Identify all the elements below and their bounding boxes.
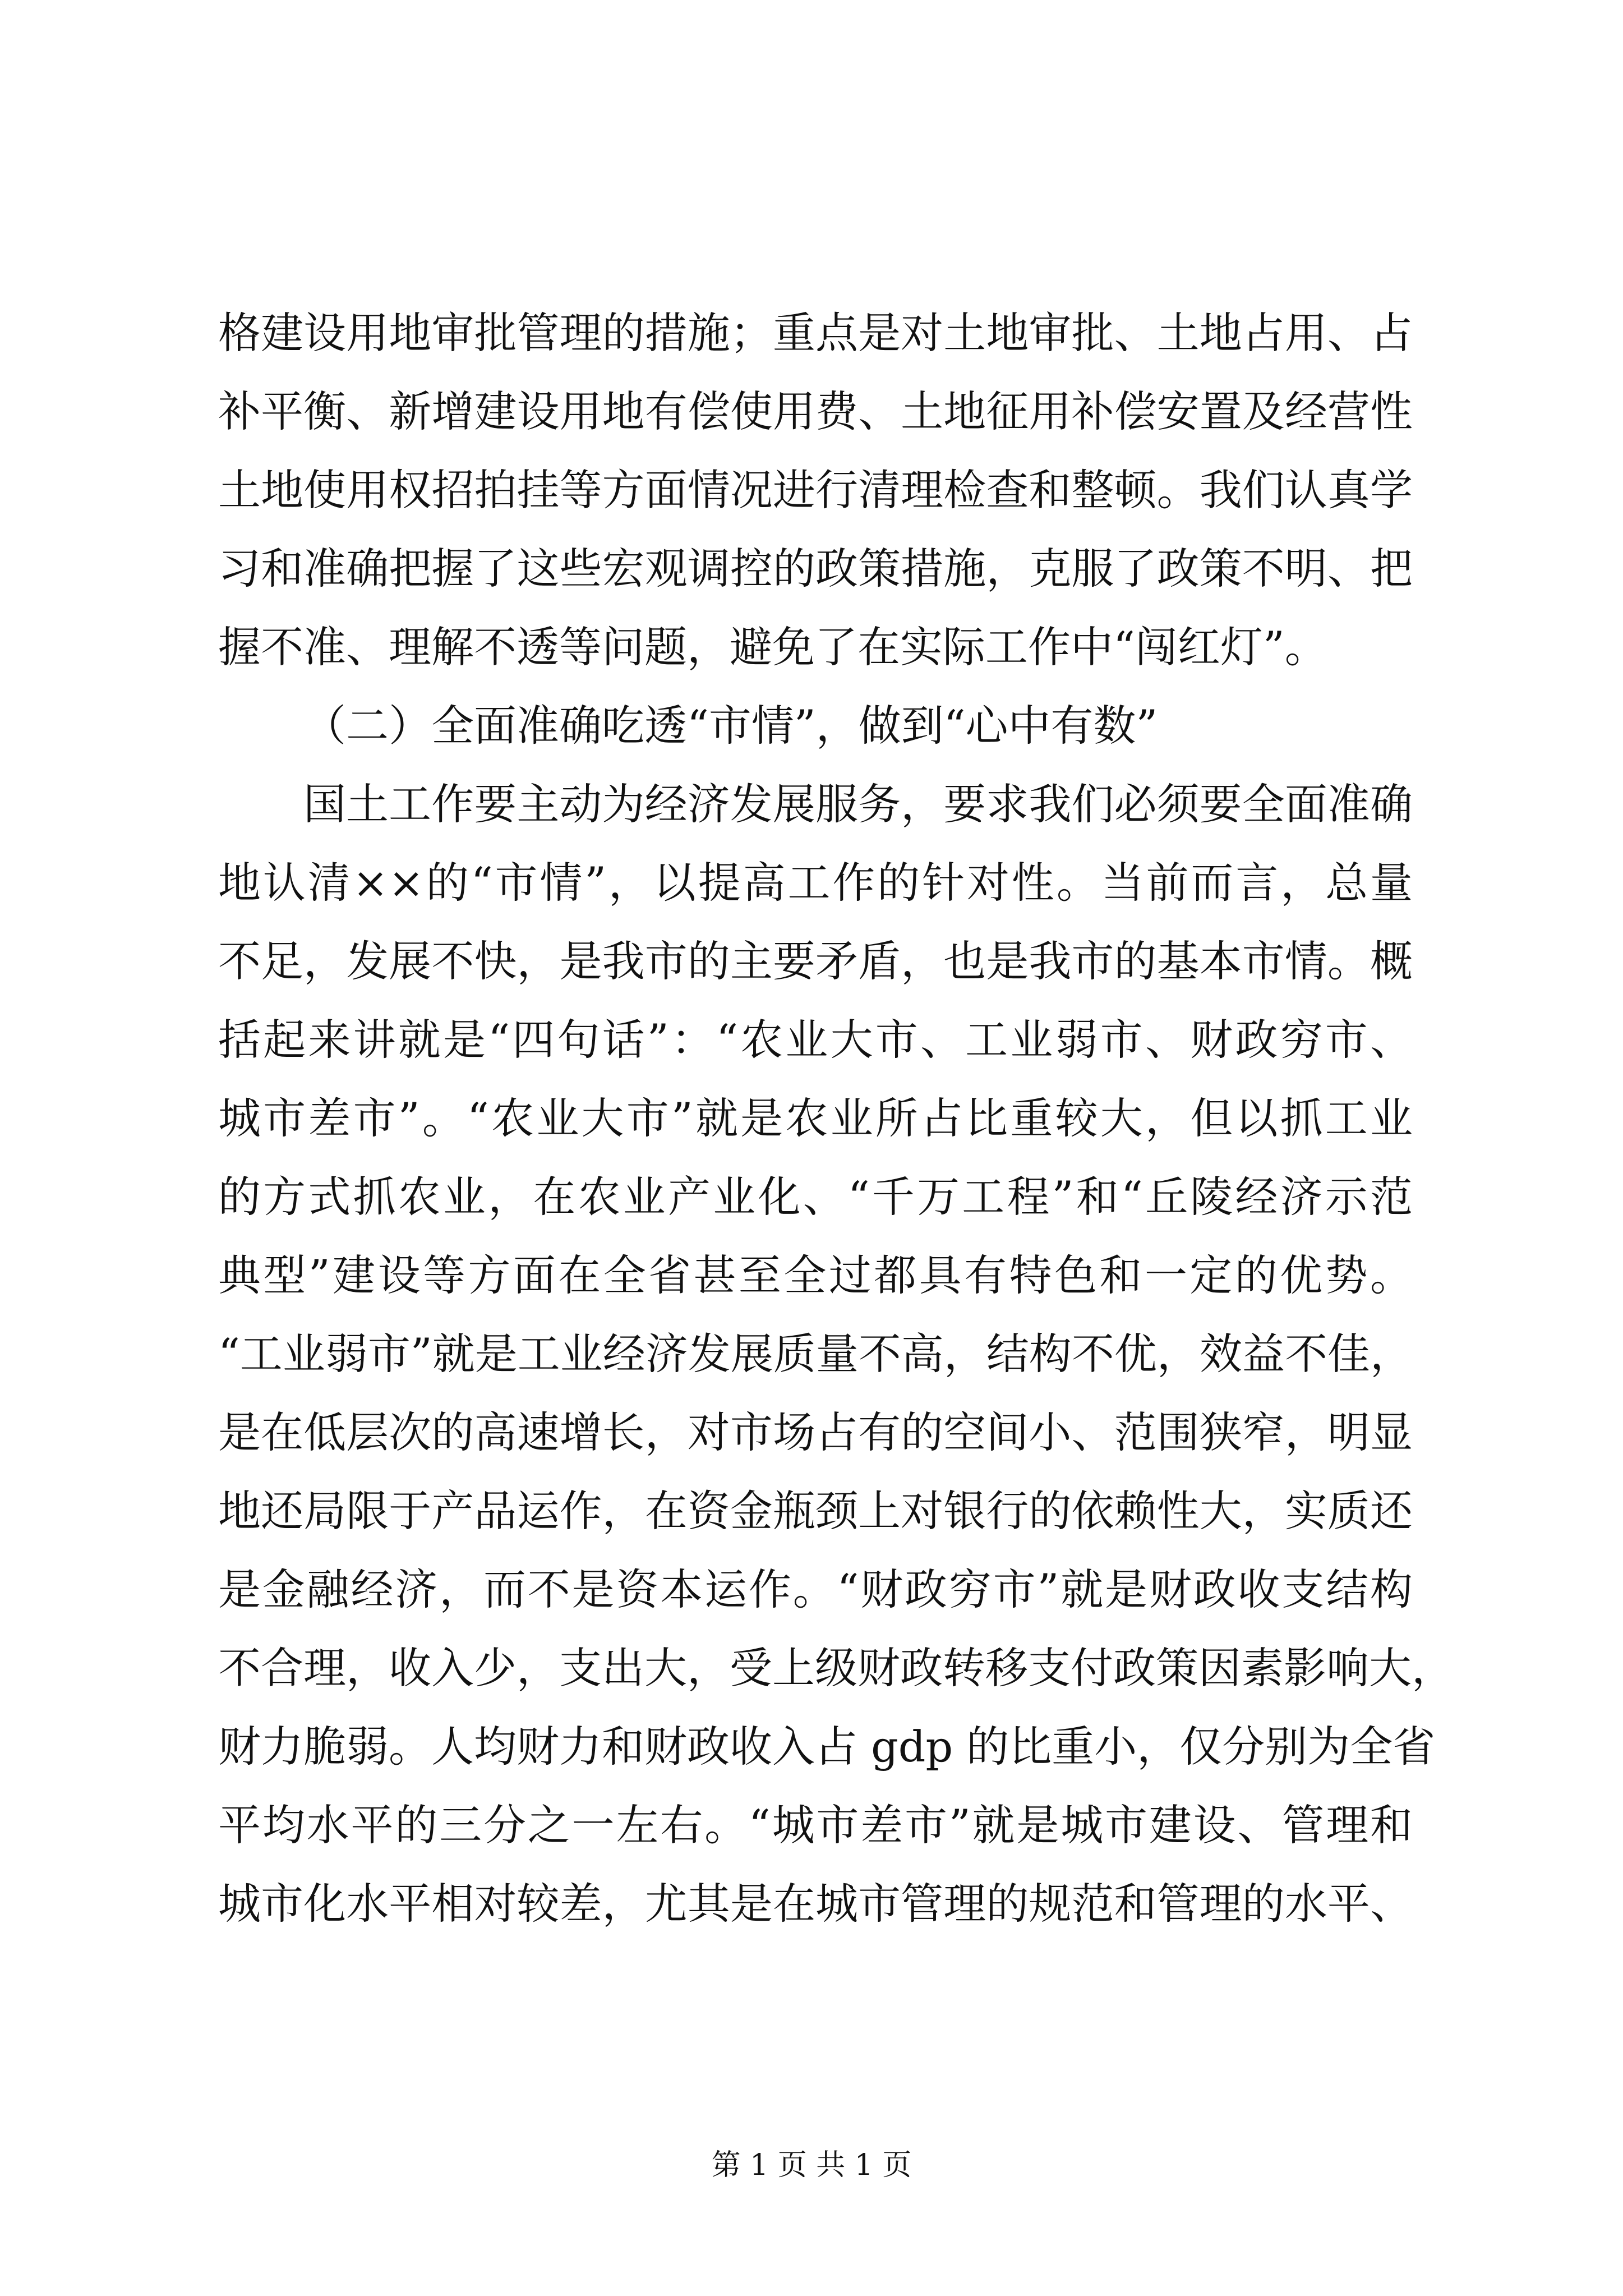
text-line: 城市差市”。“农业大市”就是农业所占比重较大，但以抓工业 bbox=[218, 1093, 1413, 1143]
text-line: 是在低层次的高速增长，对市场占有的空间小、范围狭窄，明显 bbox=[218, 1407, 1413, 1457]
text-line: 补平衡、新增建设用地有偿使用费、土地征用补偿安置及经营性 bbox=[218, 386, 1413, 436]
document-body bbox=[218, 294, 1454, 1943]
text-line: 地还局限于产品运作，在资金瓶颈上对银行的依赖性大，实质还 bbox=[218, 1486, 1413, 1536]
text-line: 格建设用地审批管理的措施；重点是对土地审批、土地占用、占 bbox=[218, 308, 1413, 358]
text-line: 财力脆弱。人均财力和财政收入占 gdp 的比重小，仅分别为全省 bbox=[218, 1722, 1436, 1772]
text-line: 不足，发展不快，是我市的主要矛盾，也是我市的基本市情。概 bbox=[218, 936, 1413, 986]
text-line: 平均水平的三分之一左右。“城市差市”就是城市建设、管理和 bbox=[218, 1800, 1413, 1850]
text-line: 国土工作要主动为经济发展服务，要求我们必须要全面准确 bbox=[303, 779, 1413, 829]
text-line: 是金融经济，而不是资本运作。“财政穷市”就是财政收支结构 bbox=[218, 1565, 1413, 1614]
section-heading: （二）全面准确吃透“市情”，做到“心中有数” bbox=[303, 701, 1158, 751]
text-line: 握不准、理解不透等问题，避免了在实际工作中“闯红灯”。 bbox=[218, 622, 1327, 672]
text-line: 城市化水平相对较差，尤其是在城市管理的规范和管理的水平、 bbox=[218, 1879, 1413, 1929]
text-line: 括起来讲就是“四句话”：“农业大市、工业弱市、财政穷市、 bbox=[218, 1015, 1413, 1065]
text-line: 土地使用权招拍挂等方面情况进行清理检查和整顿。我们认真学 bbox=[218, 465, 1413, 515]
text-line: 不合理，收入少，支出大，受上级财政转移支付政策因素影响大， bbox=[218, 1643, 1454, 1693]
text-line: 典型”建设等方面在全省甚至全过都具有特色和一定的优势。 bbox=[218, 1250, 1413, 1300]
text-line: 的方式抓农业，在农业产业化、“千万工程”和“丘陵经济示范 bbox=[218, 1172, 1413, 1222]
page-number-footer: 第 1 页 共 1 页 bbox=[711, 2148, 912, 2182]
text-line: “工业弱市”就是工业经济发展质量不高，结构不优，效益不佳， bbox=[218, 1329, 1413, 1379]
text-line: 地认清××的“市情”，以提高工作的针对性。当前而言，总量 bbox=[218, 858, 1413, 908]
text-line: 习和准确把握了这些宏观调控的政策措施，克服了政策不明、把 bbox=[218, 544, 1413, 593]
